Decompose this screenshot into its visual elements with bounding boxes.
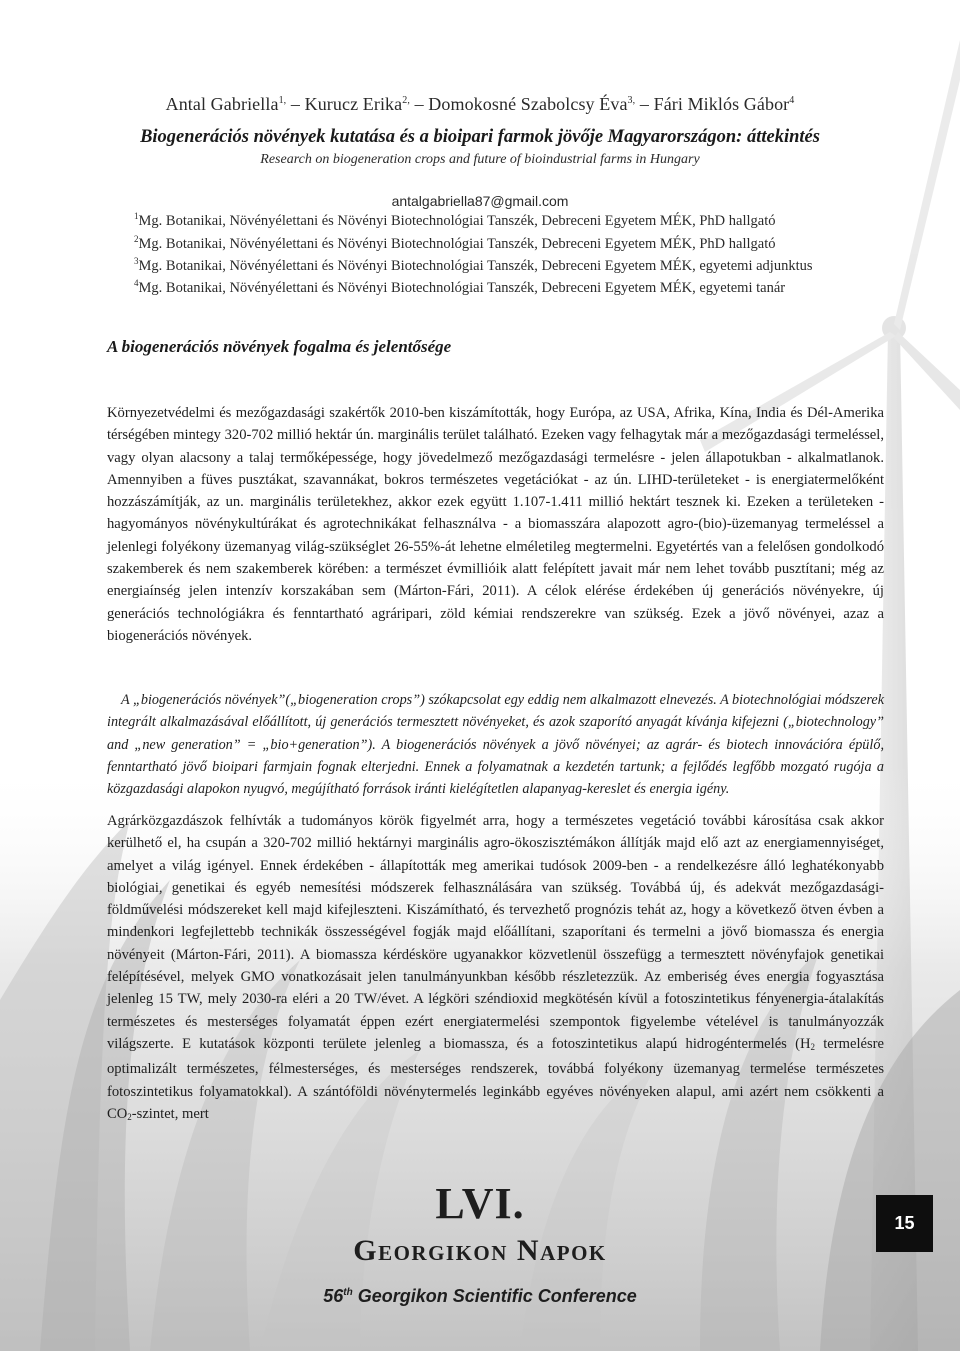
body-paragraph: Környezetvédelmi és mezőgazdasági szakértők 2010-ben kiszámították, hogy Európa, az USA, Afrika, Kína, India és Dél-Amerika térségében mintegy 320-702 millió hektár ún. marginális terület található. Ezeken vagy felhagytak már a mezőgazdasági termeléssel, vagy olyan alacsony a talaj termőképessége, hogy jövedelmező mezőgazdasági termelésre - jelen állapotukban - alkalmatlanok. Amennyiben a füves pusztákat, szavannákat, bokros természetes vegetációkat - az ún. LIHD-területeket - is energiatermelőként hozzászámítják, az un. marginális területekhez, akkor ezek együtt 1.107-1.411 millió hektárt tesznek ki. Ezeken a területeken - hagyományos növénykultúrákat és agrotechnikákat felhasználva - a biomasszára alapozott agro-(bio)-üzemanyag termeléssel a jelenlegi folyékony üzemanyag világ-szükséglet 26-55%-át lehetne elméletileg megtermelni. Egyetértés van a felelősen gondolkodó szakemberek és nem szakemberek körében: a természet évmillióik alatt felépített javait már nem lehet tovább pusztítani; még az energiaínség jelen intenzív korszakában sem (Márton-Fári, 2011). A célok elérése érdekében új generációs növényekre, új generációs technológiákra és fenntartható agráripari, zöld kémiai rendszerekre van szükség. Ezek a jövő növényei, azaz a biogenerációs növények.	[107, 405, 884, 644]
affiliation: $^2$Mg. Botanikai, Növényélettani és Növényi Biotechnológiai Tanszék, Debreceni Egyetem MÉK, PhD hallgató	[134, 234, 776, 252]
conference-edition: LVI.	[435, 1179, 525, 1228]
author-name: Fári Miklós Gábor	[653, 94, 790, 114]
affiliation: $^3$Mg. Botanikai, Növényélettani és Növényi Biotechnológiai Tanszék, Debreceni Egyetem MÉK, egyetemi adjunktus	[134, 256, 813, 274]
page-number: 15	[894, 1213, 915, 1233]
paper-title: Biogenerációs növények kutatása és a bioipari farmok jövője Magyarországon: áttekintés	[140, 127, 820, 147]
author-name: Kurucz Erika	[304, 94, 403, 114]
conference-subtitle: 56th Georgikon Scientific Conference	[323, 1286, 637, 1306]
body-paragraph-italic: A „biogenerációs növények”(„biogeneration crops”) szókapcsolat egy eddig nem alkalmazott elnevezés. A biotechnológiai módszerek integrált alkalmazásával előállított, új generációs termesztett növényeket, és azok szaporító anyagát kívánja kifejezni („biotechnology” and „new generation” = „bio+generation”). A biogenerációs növények a jövő növényei; az agrár- és biotech innovációra épülő, fenntartható jövő bioipari farmjain fognak elterjedni. Ennek a folyamatnak a kezdetén tartunk; a fejlődés legfőbb mozgató rugója a közgazdasági alapokon nyugvó, megújítható források iránti kielégítetlen alapanyag-kereslet és energia igény.	[107, 692, 884, 798]
page-number-badge	[876, 1195, 933, 1252]
affiliation: $^4$Mg. Botanikai, Növényélettani és Növényi Biotechnológiai Tanszék, Debreceni Egyetem MÉK, egyetemi tanár	[134, 278, 786, 296]
author-list: Antal Gabriella$^{1,}$ – Kurucz Erika$^{2,}$ – Domokosné Szabolcsy Éva$^{3,}$ – Fári Miklós Gábor$^4$	[165, 94, 795, 114]
section-heading: A biogenerációs növények fogalma és jelentősége	[107, 337, 452, 356]
body-paragraph: Agrárközgazdászok felhívták a tudományos körök figyelmét arra, hogy a természetes vegetáció további károsítása csak akkor kerülhető el, ha csupán a 320-702 millió hektárnyi marginális agro-ökoszisztémákon állítják majd elő azt az energiamennyiséget, amelyet a világ igényel. Ennek érdekében - állapították meg amerikai tudósok 2009-ben - a rendelkezésre álló leghatékonyabb biológiai, genetikai és egyéb nemesítési módszerek felhasználására van szükség. Továbbá új, és adekvát mezőgazdasági-földművelési módszereket kell majd kifejleszteni. Kiszámítható, és tervezhető prognózis tehát az, hogy a következő ötven évben a mindenkori legfejlettebb technikák összességével fogják majd előállítani, szaporítani és termelni a jövő biomassza és energia növényeit (Márton-Fári, 2011). A biomassza kérdésköre ugyanakkor közvetlenül összefügg a termesztett növényfajok genetikai felépítésével, melyek GMO vonatkozásait jelen tanulmányunkban később részletezzük. Az emberiség éves energia fogyasztása jelenleg 15 TW, mely 2030-ra eléri a 20 TW/évet. A légköri széndioxid megkötésén kívül a fotoszintetikus fényenergia-átalakítás természetes és mesterséges folyamatát éppen ezért energiatermelési szempontok figyelembe vételével is tanulmányozzák világszerte. E kutatások központi területe jelenleg a biomassza, és a fotoszintetikus alapú hidrogéntermelés ($H_2$ termelésre optimalizált természetes, félmesterséges, és mesterséges rendszerek, továbbá folyékony üzemanyag termelése természetes fotoszintetikus folyamatokkal). A szántóföldi növénytermelés leginkább egyéves növényeken alapul, ami azért nem csökkenti a $CO_2$-szintet, mert	[107, 813, 884, 1122]
paper-title-english: Research on biogeneration crops and future of bioindustrial farms in Hungary	[260, 152, 700, 167]
author-name: Antal Gabriella	[165, 94, 279, 114]
affiliation: $^1$Mg. Botanikai, Növényélettani és Növényi Biotechnológiai Tanszék, Debreceni Egyetem MÉK, PhD hallgató	[134, 211, 776, 229]
author-email[interactable]: antalgabriella87@gmail.com	[391, 193, 569, 209]
conference-name: Georgikon Napok	[353, 1234, 607, 1267]
author-name: Domokosné Szabolcsy Éva	[428, 94, 628, 114]
